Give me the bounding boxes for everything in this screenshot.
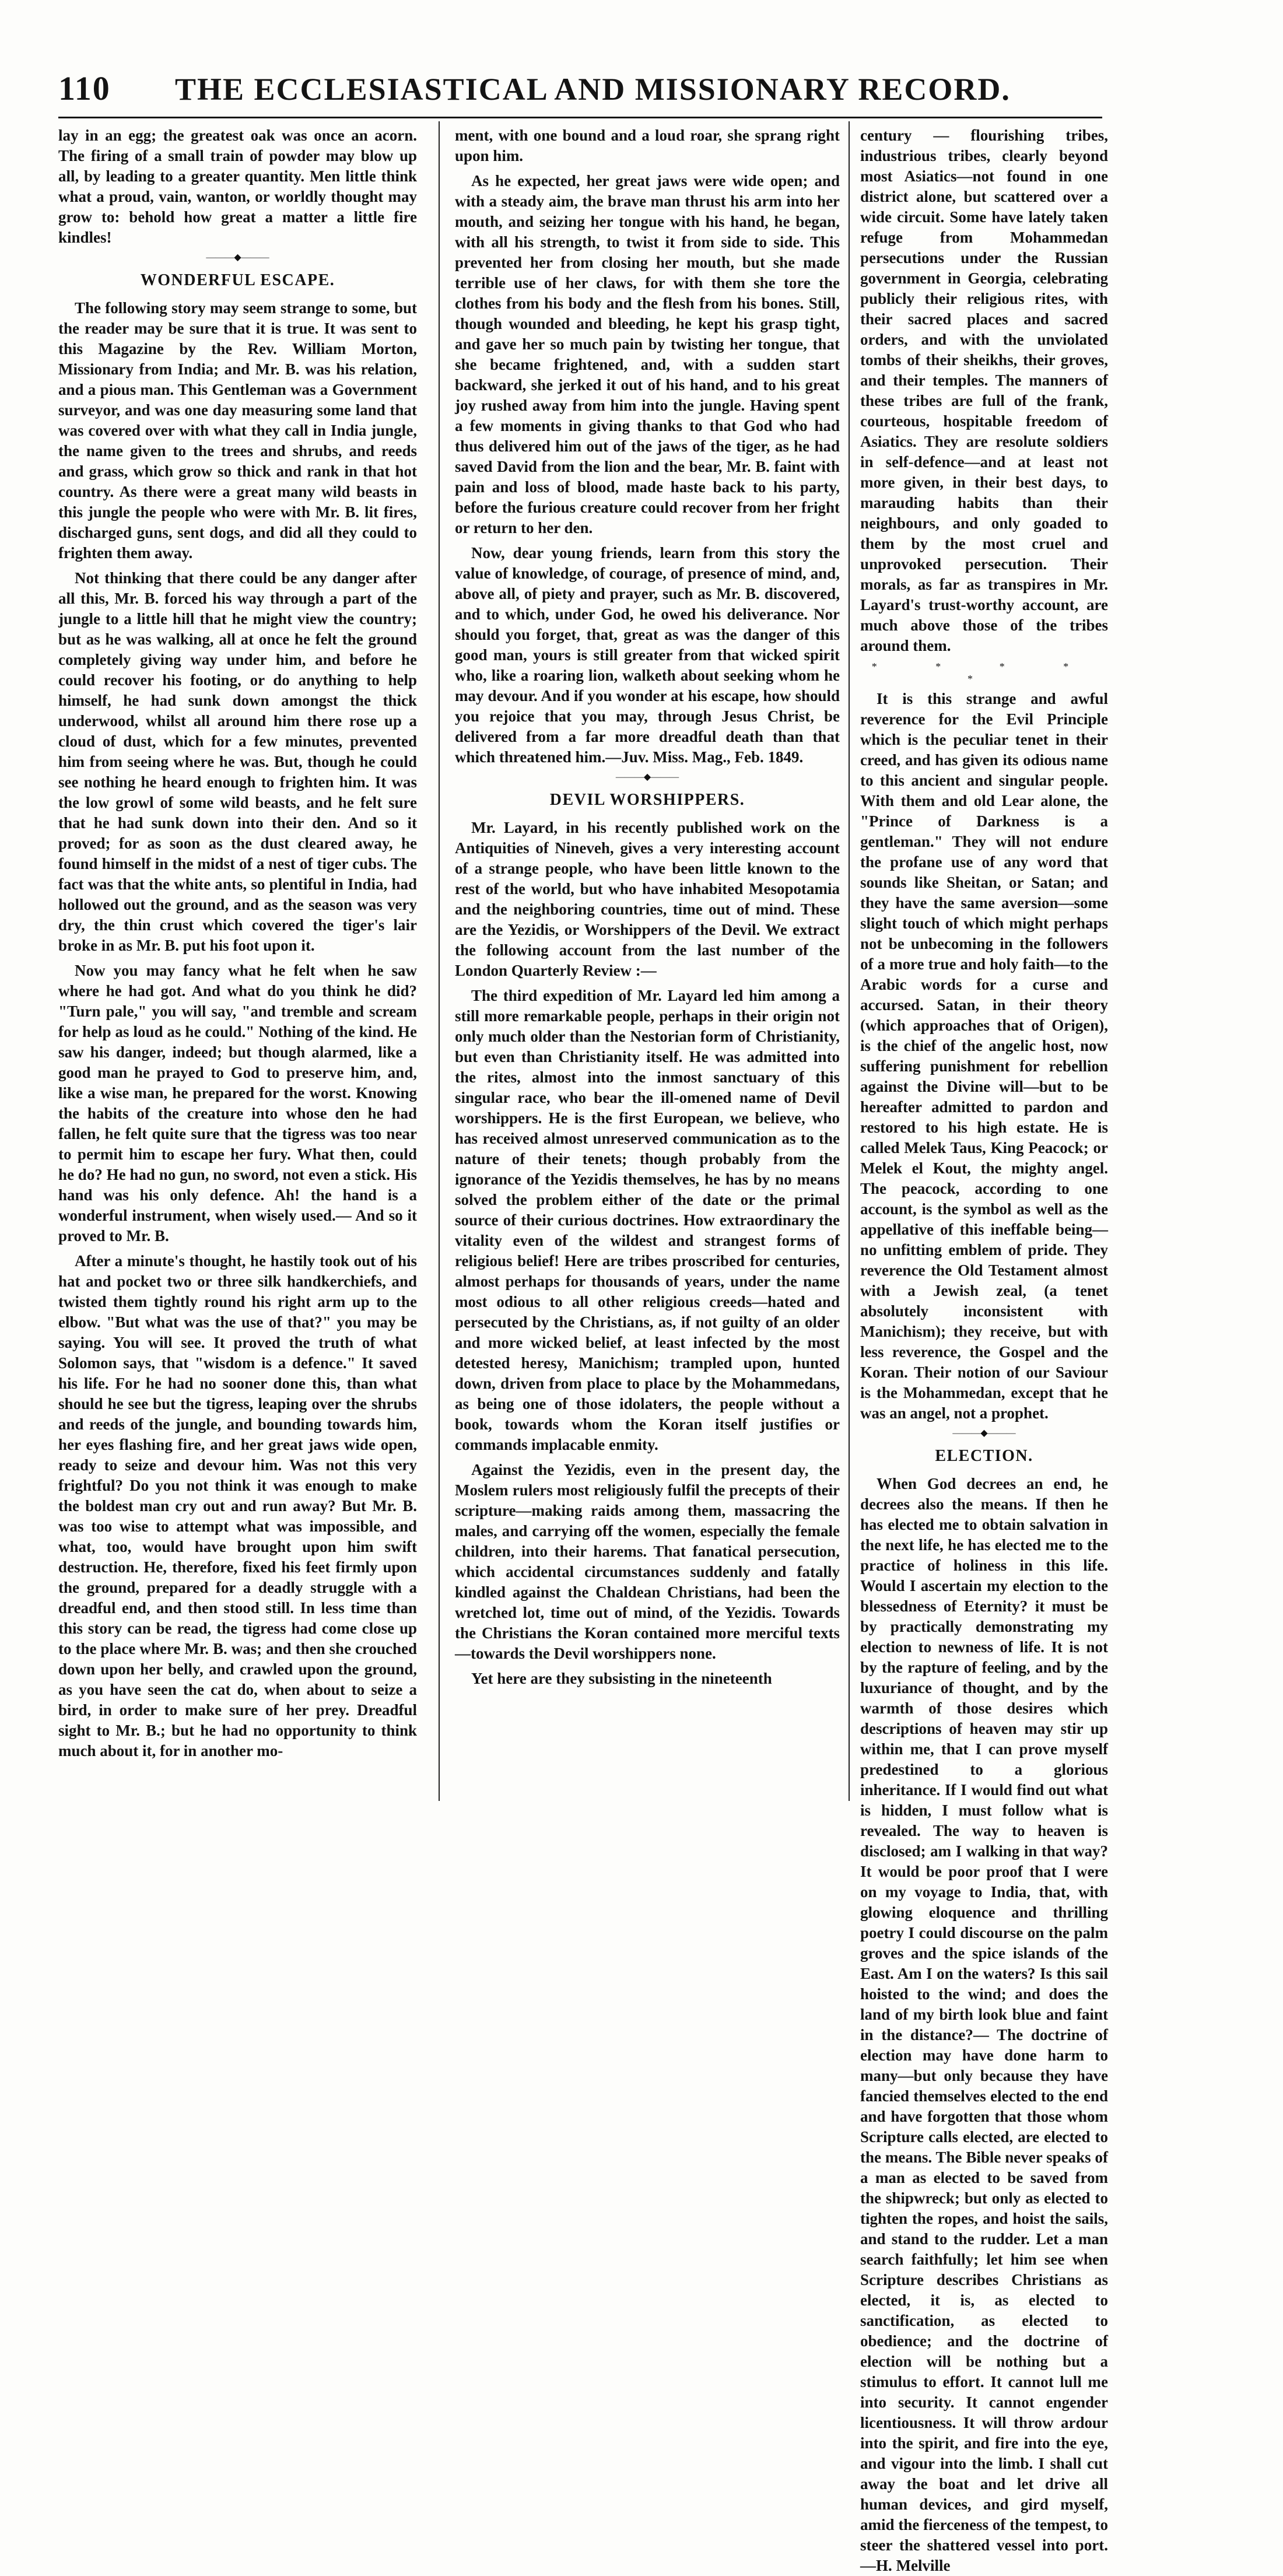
article-paragraph: When God decrees an end, he decrees also the means. If then he has elected me to obtain salvation in the next life, he has elected me to the practice of holiness in this life. Would I ascertain my election to the blessedness of Eternity? it must be by practically demonstrating my election to newness of life. It is not by the rapture of feeling, and by the luxuriance of thought, and by the warmth of those desires which descriptions of heaven may stir up within me, that I can prove myself predestined to a glorious inheritance. If I would find out what is hidden, I must follow what is revealed. The way to heaven is disclosed; am I walking in that way? It would be poor proof that I were on my voyage to India, that, with glowing eloquence and thrilling poetry I could discourse on the palm groves and the spice islands of the East. Am I on the waters? Is this sail hoisted to the wind; and does the land of my birth look blue and faint in the distance?— The doctrine of election may have done harm to many—but only because they have fancied themselves elected to the end and have forgotten that those whom Scripture calls elected, are elected to the means. The Bible never speaks of a man as elected to be saved from the shipwreck; but only as elected to tighten the ropes, and hoist the sails, and stand to the rudder. Let a man search faithfully; let him see when Scripture describes Christians as elected, it is, as elected to sanctification, as elected to obedience; and the doctrine of election will be nothing but a stimulus to effort. It cannot lull me into security. It cannot engender licentiousness. It will throw ardour into the spirit, and fire into the eye, and vigour into the limb. I shall cut away the boat and let drive all human devices, and gird myself, amid the fierceness of the tempest, to steer the shattered vessel into port.—H. Melville bbox=[860, 1475, 1108, 2574]
article-paragraph: lay in an egg; the greatest oak was once an acorn. The firing of a small train of powder may blow up all, by leading to a greater quantity. Men little think what a proud, vain, wanton, or worldly thought may grow to: behold how great a matter a little fire kindles! bbox=[58, 127, 417, 246]
article-paragraph: century — flourishing tribes, industrious tribes, clearly beyond most Asiatics—not found in one district alone, but scattered over a wide circuit. Some have lately taken refuge from Mohammedan persecutions under the Russian government in Georgia, celebrating publicly their religious rites, with their sacred places and sacred orders, and with the unviolated tombs of their sheikhs, their groves, and their temples. The manners of these tribes are full of the frank, courteous, hospitable freedom of Asiatics. They are resolute soldiers in self-defence—and at least not more given, in their best days, to marauding habits than their neighbours, and only goaded to them by the most cruel and unprovoked persecution. Their morals, as far as transpires in Mr. Layard's trust-worthy account, are much above those of the tribes around them. bbox=[860, 127, 1108, 654]
article-paragraph: Against the Yezidis, even in the present day, the Moslem rulers most religiously fulfil the precepts of their scripture—making raids among them, massacring the males, and carrying off the women, especially the female children, into their harems. That fanatical persecution, which accidental circumstances suddenly and fatally kindled against the Chaldean Christians, had been the wretched lot, time out of mind, of the Yezidis. Towards the Christians the Koran contained more merciful texts—towards the Devil worshippers none. bbox=[455, 1461, 840, 1662]
article-paragraph: Yet here are they subsisting in the nineteenth bbox=[471, 1670, 772, 1687]
article-paragraph: Mr. Layard, in his recently published work on the Antiquities of Nineveh, gives a very interesting account of a strange people, who have been little known to the rest of the world, but who have inhabited Mesopotamia and the neighboring countries, time out of mind. These are the Yezidis, or Worshippers of the Devil. We extract the following account from the last number of the London Quarterly Review :— bbox=[455, 819, 840, 979]
article-heading-wonderful-escape: WONDERFUL ESCAPE. bbox=[140, 271, 335, 289]
section-ornament: ———◆——— bbox=[952, 1428, 1016, 1438]
section-ornament: ———◆——— bbox=[615, 772, 679, 782]
article-heading-election: ELECTION. bbox=[935, 1447, 1033, 1465]
section-ornament: ———◆——— bbox=[206, 253, 269, 262]
journal-title: THE ECCLESIASTICAL AND MISSIONARY RECORD. bbox=[175, 72, 1011, 107]
article-heading-devil-worshippers: DEVIL WORSHIPPERS. bbox=[549, 791, 745, 809]
page-number: 110 bbox=[58, 69, 111, 107]
header-rule bbox=[58, 117, 1102, 118]
column-1 bbox=[58, 125, 417, 1805]
column-divider bbox=[439, 121, 440, 1801]
section-stars: * * * * * bbox=[871, 661, 1097, 685]
article-paragraph: Not thinking that there could be any danger after all this, Mr. B. forced his way through a part of the jungle to a little hill that he might view the country; but as he was walking, all at once he felt the ground completely giving way under him, and before he could recover his footing, or do anything to help himself, he had sunk down amongst the thick underwood, whilst all around him there rose up a cloud of dust, which for a few minutes, prevented him from seeing where he was. But, though he could see nothing he heard enough to frighten him. It was the low growl of some wild beasts, and he felt sure that he had sunk down into their den. And so it proved; for as soon as the dust cleared away, he found himself in the midst of a nest of tiger cubs. The fact was that the white ants, so plentiful in India, had hollowed out the ground, and as the season was very dry, the thin crust which covered the tiger's lair broke in as Mr. B. put his foot upon it. bbox=[58, 569, 417, 954]
article-paragraph: ment, with one bound and a loud roar, she sprang right upon him. bbox=[455, 127, 840, 164]
column-3 bbox=[860, 125, 1108, 2574]
article-paragraph: As he expected, her great jaws were wide open; and with a steady aim, the brave man thrust his arm into her mouth, and seizing her tongue with his hand, he began, with all his strength, to twist it from side to side. This prevented her from closing her mouth, but she made terrible use of her claws, for with them she tore the clothes from his body and the flesh from his bones. Still, though wounded and bleeding, he kept his grasp tight, and gave her so much pain by twisting her tongue, that she became frightened, and, with a sudden start backward, she jerked it out of his hand, and to his great joy rushed away from him into the jungle. Having spent a few moments in giving thanks to that God who had thus delivered him out of the jaws of the tiger, as he had saved David from the lion and the bear, Mr. B. faint with pain and loss of blood, made haste back to his party, before the furious creature could recover from her fright or return to her den. bbox=[455, 172, 840, 537]
page-header bbox=[58, 69, 1085, 115]
article-paragraph: After a minute's thought, he hastily took out of his hat and pocket two or three silk handkerchiefs, and twisted them tightly round his right arm up to the elbow. "But what was the use of that?" you may be saying. You will see. It proved the truth of what Solomon says, that "wisdom is a defence." It saved his life. For he had no sooner done this, than what should he see but the tigress, leaping over the shrubs and reeds of the jungle, and bounding towards him, her eyes flashing fire, and her great jaws wide open, ready to seize and devour him. Was not this very frightful? Do you not think it was enough to make the boldest man cry out and run away? But Mr. B. was too wise to attempt what was impossible, and what, too, would have brought upon him swift destruction. He, therefore, fixed his feet firmly upon the ground, prepared for a deadly struggle with a dreadful end, and then stood still. In less time than this story can be read, the tigress had come close up to the place where Mr. B. was; and then she crouched down upon her belly, and crawled upon the ground, as you have seen the cat do, when about to seize a bird, in order to make sure of her prey. Dreadful sight to Mr. B.; but he had no opportunity to think much about it, for in another mo- bbox=[58, 1252, 417, 1760]
article-paragraph: Now, dear young friends, learn from this story the value of knowledge, of courage, of presence of mind, and, above all, of piety and prayer, such as Mr. B. discovered, and to which, under God, he owed his deliverance. Nor should you forget, that, great as was the danger of this good man, yours is still greater from that wicked spirit who, like a roaring lion, walketh about seeking whom he may devour. And if you wonder at his escape, how should you rejoice that you may, through Jesus Christ, be delivered from a far more dreadful death than that which threatened him.—Juv. Miss. Mag., Feb. 1849. bbox=[455, 544, 840, 766]
column-2 bbox=[455, 125, 840, 1805]
article-paragraph: The following story may seem strange to some, but the reader may be sure that it is true. It was sent to this Magazine by the Rev. William Morton, Missionary from India; and Mr. B. was his relation, and a pious man. This Gentleman was a Government surveyor, and was one day measuring some land that was covered over with what they call in India jungle, the name given to the trees and shrubs, and reeds and grass, which grow so thick and rank in that hot country. As there were a great many wild beasts in this jungle the people who were with Mr. B. lit fires, discharged guns, sent dogs, and did all they could to frighten them away. bbox=[58, 299, 417, 562]
article-paragraph: Now you may fancy what he felt when he saw where he had got. And what do you think he did? "Turn pale," you will say, "and tremble and scream for help as loud as he could." Nothing of the kind. He saw his danger, indeed; but though alarmed, like a good man he prayed to God to preserve him, and, like a wise man, he prepared for the worst. Knowing the habits of the creature into whose den he had fallen, he felt quite sure that the tigress was too near to permit him to escape her fury. What then, could he do? He had no gun, no sword, not even a stick. His hand was his only defence. Ah! the hand is a wonderful instrument, when wisely used.— And so it proved to Mr. B. bbox=[58, 962, 417, 1245]
article-paragraph: It is this strange and awful reverence for the Evil Principle which is the peculiar tenet in their creed, and has given its odious name to this ancient and singular people. With them and old Lear alone, the "Prince of Darkness is a gentleman." They will not endure the profane use of any word that sounds like Sheitan, or Satan; and they have the same aversion—some slight touch of which might perhaps not be unbecoming in the followers of a more true and holy faith—to the Arabic words for a curse and accursed. Satan, in their theory (which approaches that of Origen), is the chief of the angelic host, now suffering punishment for rebellion against the Divine will—but to be hereafter admitted to pardon and restored to his high estate. He is called Melek Taus, King Peacock; or Melek el Kout, the mighty angel. The peacock, according to one account, is the symbol as well as the appellative of this ineffable being—no unfitting emblem of pride. They reverence the Old Testament almost with a Jewish zeal, (a tenet absolutely inconsistent with Manichism); they receive, but with less reverence, the Gospel and the Koran. Their notion of our Saviour is the Mohammedan, except that he was an angel, not a prophet. bbox=[860, 690, 1108, 1422]
article-paragraph: The third expedition of Mr. Layard led him among a still more remarkable people, perhaps in their origin not only much older than the Nestorian form of Christianity, but even than Christianity itself. He was admitted into the rites, almost into the inmost sanctuary of this singular race, who bear the ill-omened name of Devil worshippers. He is the first European, we believe, who has received almost unreserved communication as to the nature of their tenets; though probably from the ignorance of the Yezidis themselves, he has by no means solved the problem either of the date or the primal source of their curious doctrines. How extraordinary the vitality even of the wildest and strangest forms of religious belief! Here are tribes proscribed for centuries, almost perhaps for thousands of years, under the name most odious to all other religious creeds—hated and persecuted by the Christians, as, if not guilty of an older and more wicked belief, at least infected by the most detested heresy, Manichism; trampled upon, hunted down, driven from place to place by the Mohammedans, as being one of those idolaters, the people without a book, towards whom the Koran itself justifies or commands implacable enmity. bbox=[455, 987, 840, 1453]
column-divider bbox=[849, 121, 850, 1801]
